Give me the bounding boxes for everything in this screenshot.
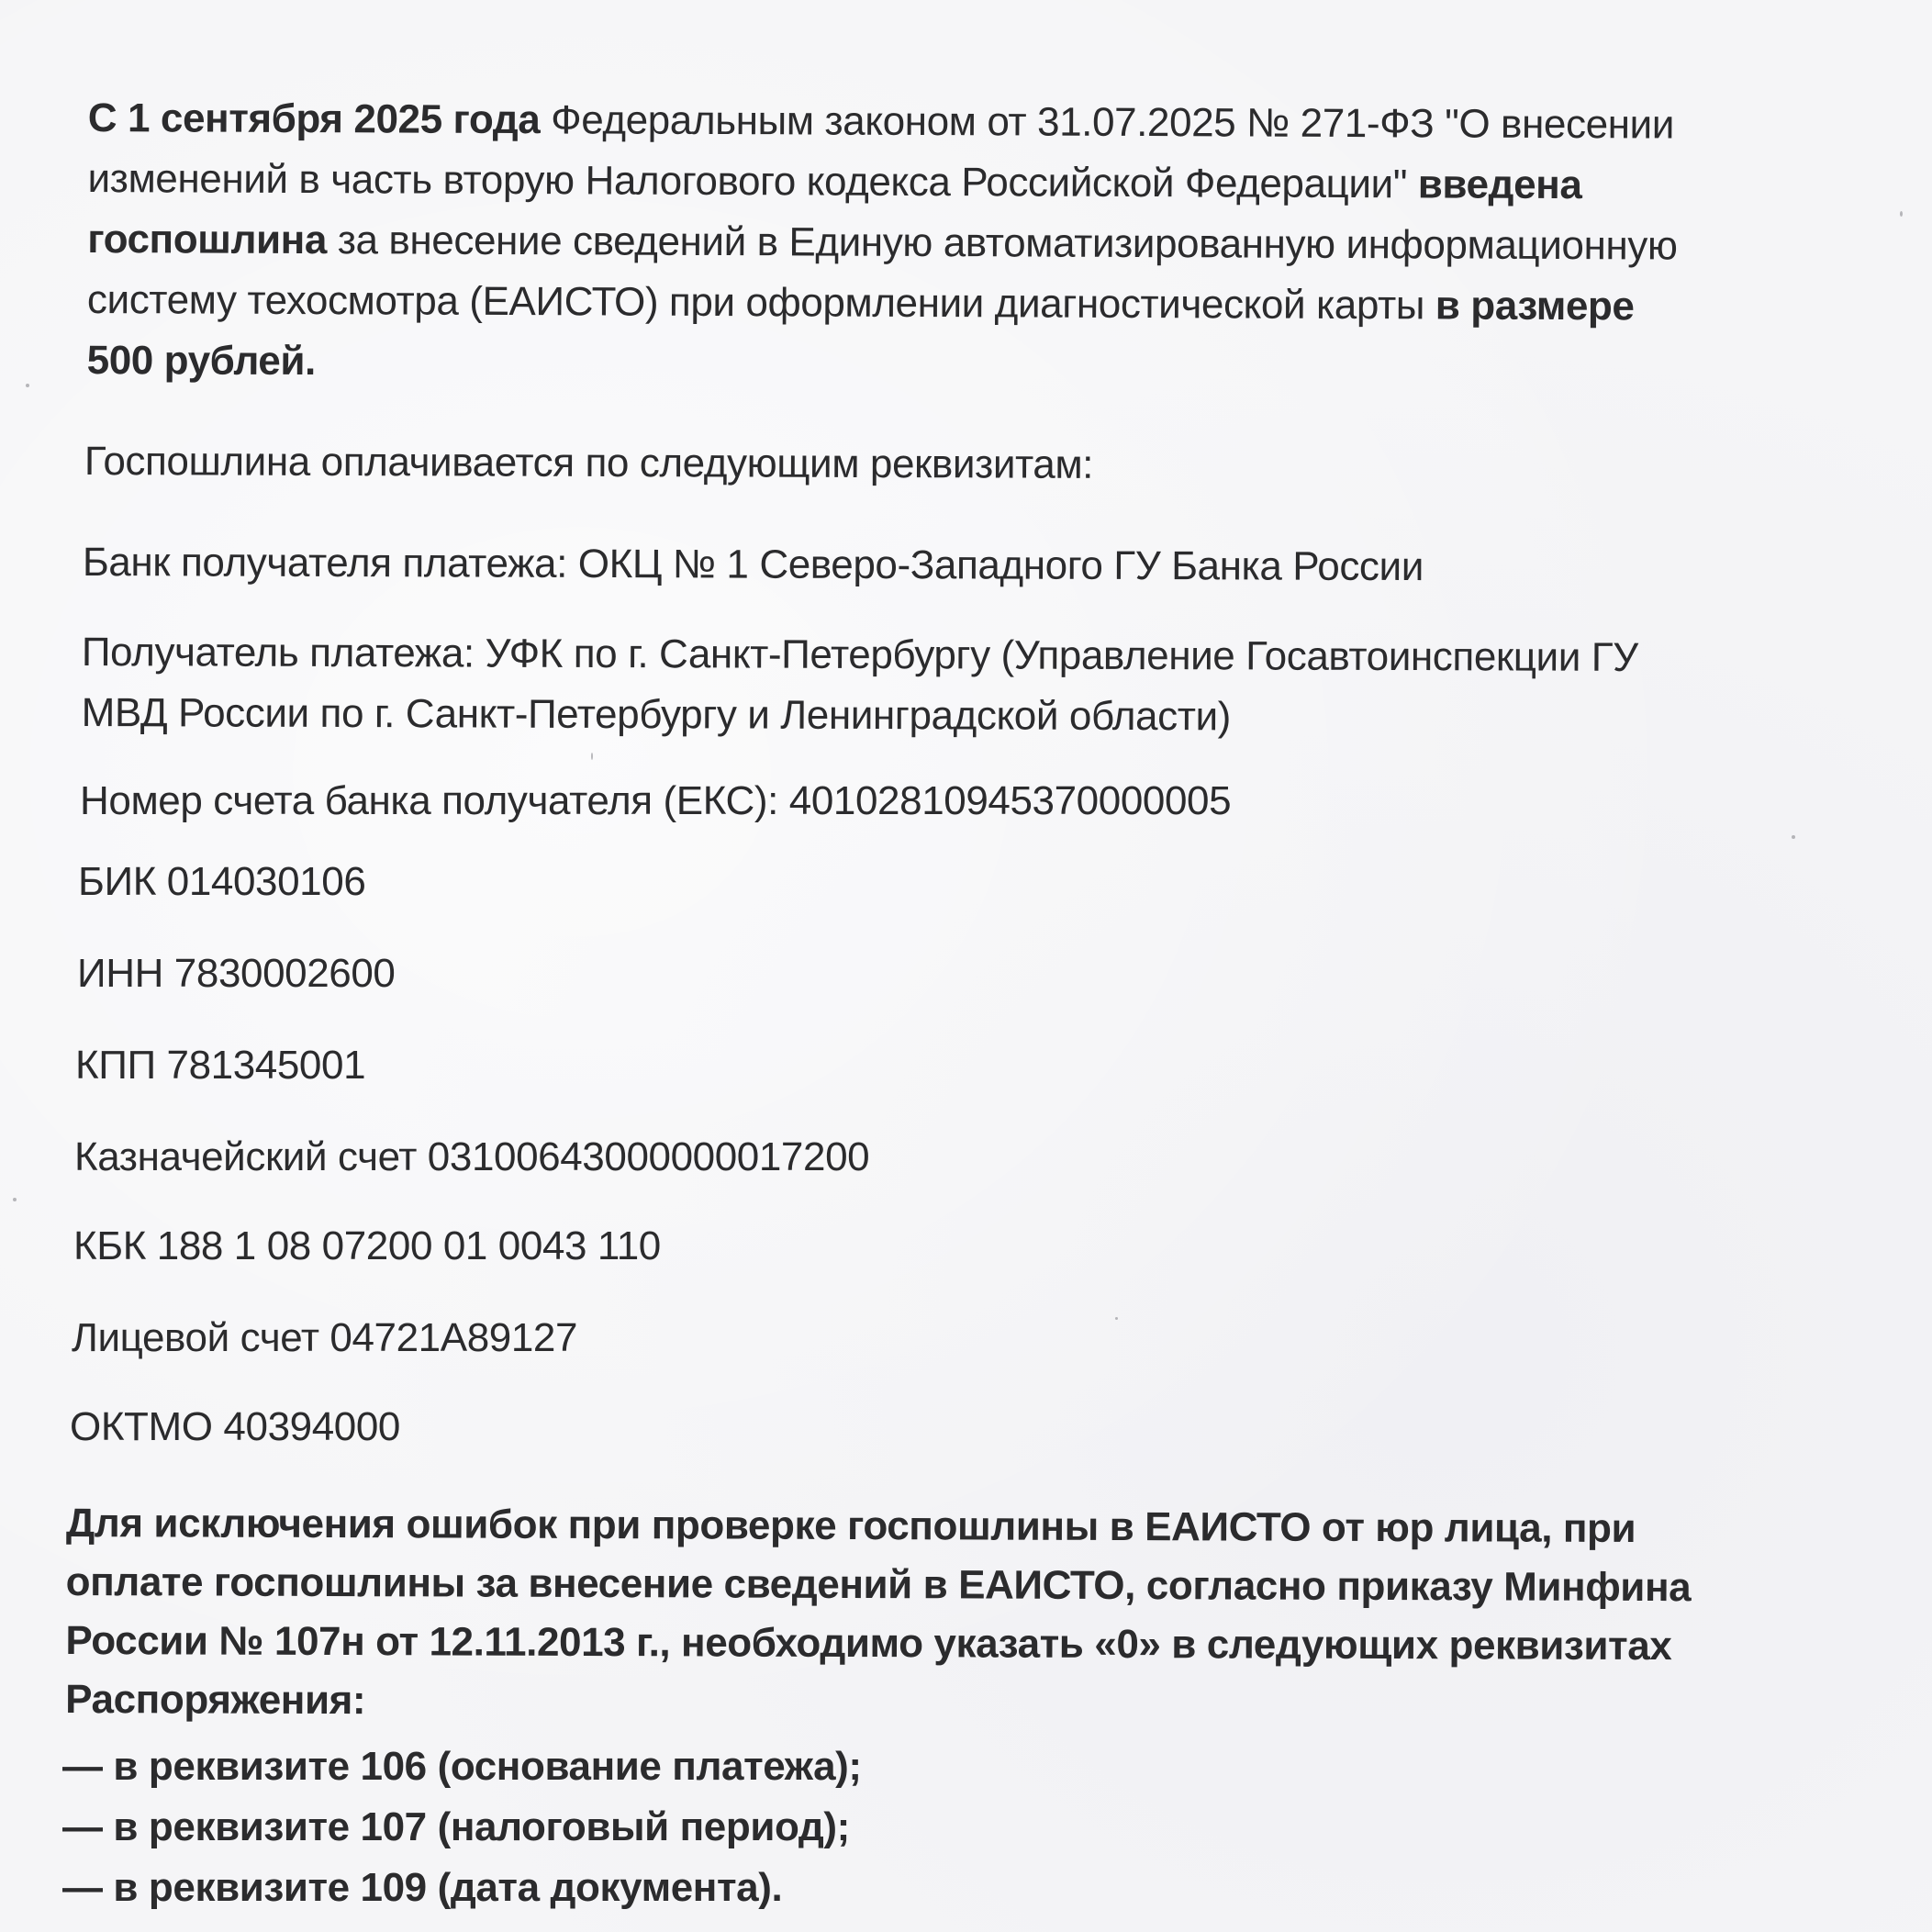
intro-paragraph	[87, 88, 1679, 398]
note-paragraph	[65, 1494, 1691, 1735]
intro-emphasis: в размере	[1435, 283, 1635, 329]
scan-speck	[26, 384, 29, 387]
intro-law-reference: Федеральным законом от 31.07.2025 № 271-ФЗ "О внесении	[540, 97, 1675, 148]
fee-amount: 500 рублей.	[86, 337, 317, 385]
intro-text: за внесение сведений в Единую автоматизированную информационную	[326, 218, 1678, 269]
requisite-treasury-account: Казначейский счет 03100643000000017200	[74, 1134, 870, 1179]
intro-date: С 1 сентября 2025 года	[87, 95, 541, 143]
requisite-eks: Номер счета банка получателя (ЕКС): 40102810945370000005	[80, 778, 1232, 823]
note-line: Распоряжения:	[65, 1676, 366, 1724]
intro-line	[87, 149, 1678, 217]
intro-text: систему техосмотра (ЕАИСТО) при оформлении диагностической карты	[86, 276, 1435, 329]
scan-speck	[1900, 211, 1903, 217]
intro-line	[87, 209, 1678, 277]
intro-line	[88, 88, 1679, 156]
scan-speck	[13, 1198, 17, 1201]
recipient-line: МВД России по г. Санкт-Петербургу и Ленинградской области)	[81, 689, 1232, 740]
note-line: оплате госпошлины за внесение сведений в ЕАИСТО, согласно приказу Минфина	[65, 1558, 1692, 1611]
requisite-bank: Банк получателя платежа: ОКЦ № 1 Северо-Западного ГУ Банка России	[82, 539, 1424, 590]
note-list	[62, 1737, 862, 1918]
requisite-kbk: КБК 188 1 08 07200 01 0043 110	[73, 1223, 661, 1268]
requisite-kpp: КПП 781345001	[75, 1043, 366, 1088]
scan-speck	[591, 753, 593, 760]
note-list-item: — в реквизите 107 (налоговый период);	[62, 1804, 850, 1849]
intro-emphasis: введена	[1417, 162, 1582, 208]
requisite-bik: БИК 014030106	[78, 859, 366, 904]
note-line: России № 107н от 12.11.2013 г., необходимо указать «0» в следующих реквизитах	[65, 1617, 1672, 1670]
intro-text: изменений в часть вторую Налогового кодекса Российской Федерации"	[87, 155, 1418, 207]
note-list-item: — в реквизите 106 (основание платежа);	[62, 1744, 862, 1789]
requisite-recipient	[82, 622, 1638, 749]
requisite-personal-account: Лицевой счет 04721A89127	[72, 1315, 578, 1360]
requisite-oktmo: ОКТМО 40394000	[70, 1404, 400, 1449]
payment-header: Госпошлина оплачивается по следующим реквизитам:	[84, 438, 1094, 487]
intro-line	[87, 330, 1678, 398]
intro-line	[87, 270, 1678, 338]
requisite-inn: ИНН 7830002600	[77, 951, 396, 996]
note-list-item: — в реквизите 109 (дата документа).	[62, 1865, 783, 1910]
note-line: Для исключения ошибок при проверке госпошлины в ЕАИСТО от юр лица, при	[65, 1501, 1636, 1551]
intro-emphasis: госпошлина	[87, 216, 328, 263]
scan-speck	[1792, 835, 1795, 839]
scan-speck	[1115, 1317, 1118, 1320]
recipient-line: Получатель платежа: УФК по г. Санкт-Петербургу (Управление Госавтоинспекции ГУ	[81, 629, 1638, 680]
